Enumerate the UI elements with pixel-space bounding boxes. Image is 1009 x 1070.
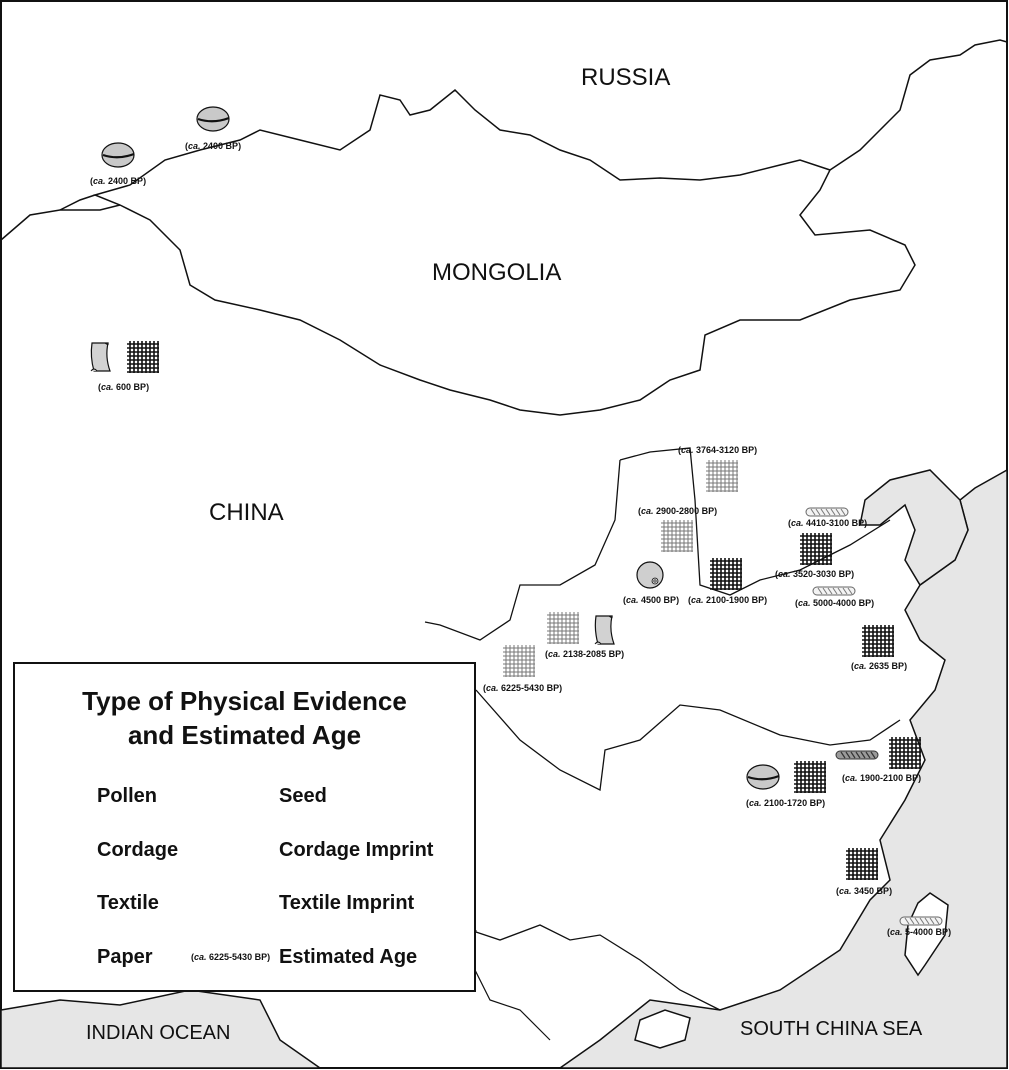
site-age-label: (ca. 3450 BP) [836,886,893,896]
site-age-label: (ca. 5000-4000 BP) [795,598,875,608]
legend-label-cordage: Cordage [97,839,179,861]
site-age-label: (ca. 600 BP) [98,382,150,392]
legend-title-line2: and Estimated Age [127,720,362,750]
site-age-label: (ca. 2635 BP) [851,661,908,671]
site-age-label: (ca. 2400 BP) [185,141,242,151]
legend-label-seed: Seed [279,785,327,807]
site-west-paper-icon [91,343,110,371]
region-russia-label: RUSSIA [581,64,671,91]
legend-label-pollen: Pollen [97,785,158,807]
site-age-label: (ca. 2138-2085 BP) [545,649,625,659]
sea-indian-ocean-label: INDIAN OCEAN [86,1022,231,1044]
site-age-label: (ca. 5-4000 BP) [887,927,952,937]
legend-box [13,662,476,992]
legend-title [15,684,474,752]
sea-south-china-sea-label: SOUTH CHINA SEA [740,1018,923,1040]
site-2100-1720-seed-icon [747,765,779,789]
legend-label-cordage-imprint: Cordage Imprint [279,839,434,861]
site-age-label: (ca. 2400 BP) [90,176,147,186]
site-age-label: (ca. 3520-3030 BP) [775,569,855,579]
site-age-label: (ca. 2100-1900 BP) [688,595,768,605]
site-seed-north-seed-icon [197,107,229,131]
site-4500-pollen-icon [637,562,663,588]
site-5000-cordage-imprint-icon [813,587,855,595]
site-1900-cordage-icon [836,751,878,759]
site-2138-paper-icon [595,616,614,644]
legend-title-line1: Type of Physical Evidence [82,686,407,716]
site-age-label: (ca. 2900-2800 BP) [638,506,718,516]
site-taiwan-cordage-imprint-icon [900,917,942,925]
region-mongolia-label: MONGOLIA [432,259,562,286]
legend-age-example: (ca. 6225-5430 BP) [191,952,271,962]
site-seed-west-seed-icon [102,143,134,167]
legend-label-textile: Textile [97,892,159,914]
site-4410-cordage-imprint-icon [806,508,848,516]
site-age-label: (ca. 4500 BP) [623,595,680,605]
site-age-label: (ca. 1900-2100 BP) [842,773,922,783]
legend-label-estimated-age: Estimated Age [279,946,418,968]
region-china-label: CHINA [209,499,284,526]
site-age-label: (ca. 4410-3100 BP) [788,518,868,528]
legend-label-textile-imprint: Textile Imprint [279,892,415,914]
site-age-label: (ca. 3764-3120 BP) [678,445,758,455]
legend-label-paper: Paper [97,946,153,968]
site-age-label: (ca. 2100-1720 BP) [746,798,826,808]
site-age-label: (ca. 6225-5430 BP) [483,683,563,693]
